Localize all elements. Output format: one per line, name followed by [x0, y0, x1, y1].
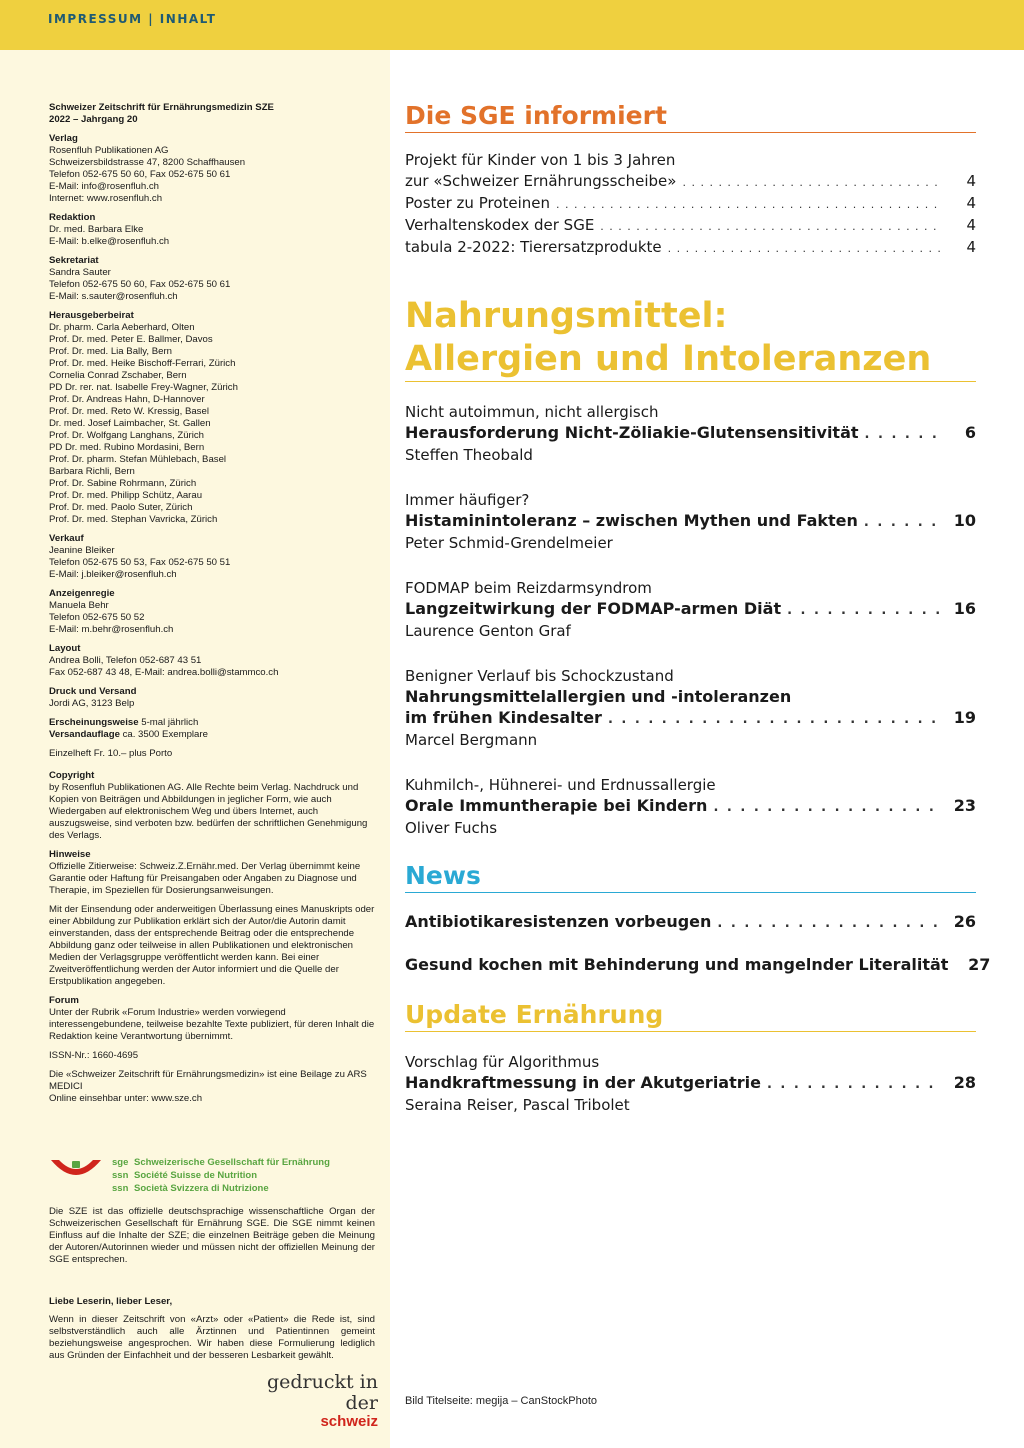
toc-entry-title: Verhaltenskodex der SGE	[405, 216, 595, 234]
leader-dots	[865, 424, 940, 445]
page-number: 23	[953, 796, 976, 815]
imprint-block	[49, 588, 375, 636]
reader-note	[49, 1296, 375, 1362]
main-section	[405, 295, 976, 838]
page-number: 6	[964, 423, 976, 442]
header-bar	[0, 0, 1024, 50]
leader-dots	[787, 600, 940, 621]
imprint-line: Jordi AG, 3123 Belp	[49, 698, 135, 709]
imprint-line: Telefon 052-675 50 52	[49, 612, 145, 623]
page-number: 27	[968, 955, 991, 974]
forum-heading: Forum	[49, 995, 79, 1006]
imprint-block	[49, 212, 375, 248]
article-author: Laurence Genton Graf	[405, 622, 571, 640]
section-title-update: Update Ernährung	[405, 999, 976, 1032]
page-number: 19	[953, 708, 976, 727]
printed-in-switzerland-logo	[230, 1372, 378, 1430]
article-title-row[interactable]	[405, 510, 976, 533]
sge-logo-name: Schweizerische Gesellschaft für Ernährung	[134, 1157, 330, 1168]
copyright-heading: Copyright	[49, 770, 95, 781]
forum-block	[49, 995, 375, 1043]
article-kicker: FODMAP beim Reizdarmsyndrom	[405, 579, 652, 597]
imprint-block-heading: Redaktion	[49, 212, 96, 223]
notice-text: Offizielle Zitierweise: Schweiz.Z.Ernähr.med. Der Verlag übernimmt keine Garantie oder Haftung für Preisangaben oder Angaben zu Diagnose und Therapie, im Speziellen für Dosierungsanweisungen.	[49, 861, 361, 896]
toc-article	[405, 911, 976, 934]
imprint-line: Prof. Dr. med. Peter E. Ballmer, Davos	[49, 334, 213, 345]
sge-logo-text	[112, 1156, 330, 1195]
leader-dots	[668, 238, 940, 259]
copyright-text: by Rosenfluh Publikationen AG. Alle Rechte beim Verlag. Nachdruck und Kopien von Beiträgen und Abbildungen in jeglicher Form, wie auch Wiedergaben auf elektronischem Weg und übers Internet, auch auszugsweise, sind verboten bzw. bedürfen der schriftlichen Genehmigung des Verlags.	[49, 782, 368, 841]
toc-article	[405, 490, 976, 553]
imprint-line: Jeanine Bleiker	[49, 545, 115, 556]
imprint-block	[49, 133, 375, 205]
toc-entry-title: Antibiotikaresistenzen vorbeugen	[405, 912, 712, 931]
circulation-label: Versandauflage	[49, 729, 120, 740]
journal-info	[49, 102, 375, 126]
imprint-line: Rosenfluh Publikationen AG	[49, 145, 169, 156]
imprint-block-heading: Herausgeberbeirat	[49, 310, 134, 321]
leader-dots	[767, 1074, 940, 1095]
imprint-line: PD Dr. rer. nat. Isabelle Frey-Wagner, Zürich	[49, 382, 238, 393]
update-articles	[405, 1052, 976, 1115]
sge-logo-abbr: sge	[112, 1157, 129, 1168]
article-title-row[interactable]	[405, 795, 976, 818]
article-kicker: Vorschlag für Algorithmus	[405, 1053, 600, 1071]
article-title-row[interactable]	[405, 1072, 976, 1095]
article-author: Marcel Bergmann	[405, 731, 538, 749]
printed-mark-line2: schweiz	[320, 1413, 378, 1430]
imprint-line: Dr. med. Barbara Elke	[49, 224, 144, 235]
sge-logo-mark-icon	[48, 1156, 104, 1186]
imprint-block	[49, 255, 375, 303]
toc-article	[405, 1052, 976, 1115]
forum-text: Unter der Rubrik «Forum Industrie» werden vorwiegend interessengebundene, teilweise bezahlte Texte publiziert, für deren Inhalt die Redaktion keine Verantwortung übernimmt.	[49, 1007, 375, 1042]
article-kicker: Nicht autoimmun, nicht allergisch	[405, 403, 659, 421]
leader-dots	[864, 512, 940, 533]
page-number: 10	[953, 511, 976, 530]
imprint-block	[49, 643, 375, 679]
imprint-block	[49, 533, 375, 581]
frequency-label: Erscheinungsweise	[49, 717, 139, 728]
toc-article	[405, 775, 976, 838]
toc-entry-title: Orale Immuntherapie bei Kindern	[405, 796, 708, 815]
page-number: 28	[953, 1073, 976, 1092]
submission-text: Mit der Einsendung oder anderweitigen Überlassung eines Manuskripts oder einer Abbildung zur Publikation erklärt sich der Autor/die Autorin damit einverstanden, dass der entsprechende Beitrag oder die entsprechende Abbildung ganz oder teilweise in allen Publikationen und elektronischen Medien der Verlagsgruppe veröffentlicht werden kann. Bei einer Zweitveröffentlichung werden der Autor informiert und die Quelle der Erstpublikation angegeben.	[49, 904, 375, 987]
imprint-line: Sandra Sauter	[49, 267, 111, 278]
article-author: Peter Schmid-Grendelmeier	[405, 534, 613, 552]
circulation-value: ca. 3500 Exemplare	[119, 729, 208, 740]
imprint-line: E-Mail: info@rosenfluh.ch	[49, 181, 159, 192]
toc-entry[interactable]	[405, 237, 976, 259]
imprint-line: Internet: www.rosenfluh.ch	[49, 193, 163, 204]
toc-entry-title: Poster zu Proteinen	[405, 194, 551, 212]
imprint-block-heading: Verkauf	[49, 533, 84, 544]
toc-article	[405, 578, 976, 641]
article-title-row[interactable]	[405, 422, 976, 445]
update-section	[405, 999, 976, 1115]
sge-logo-abbr: ssn	[112, 1170, 129, 1181]
article-title-row[interactable]	[405, 598, 976, 621]
imprint-line: Telefon 052-675 50 53, Fax 052-675 50 51	[49, 557, 231, 568]
toc-entry-title: Histaminintoleranz – zwischen Mythen und Fakten	[405, 511, 858, 530]
printed-mark-line1: gedruckt in der	[266, 1371, 378, 1414]
toc-article	[405, 402, 976, 465]
section-header-title: IMPRESSUM | INHALT	[48, 12, 217, 26]
sge-note: Die SZE ist das offizielle deutschsprachige wissenschaftliche Organ der Schweizerischen Gesellschaft für Ernährung SGE. Die SGE nimmt keinen Einfluss auf die Inhalte der SZE; die einzelnen Beiträge geben die Meinung der Autoren/Autorinnen wieder und müssen nicht der offiziellen Meinung der SGE entsprechen.	[49, 1206, 375, 1265]
toc-entry-title: Langzeitwirkung der FODMAP-armen Diät	[405, 599, 782, 618]
leader-dots	[608, 709, 940, 730]
imprint-line: Prof. Dr. Andreas Hahn, D-Hannover	[49, 394, 205, 405]
article-author: Steffen Theobald	[405, 446, 533, 464]
imprint-block	[49, 686, 375, 710]
page-number: 26	[953, 912, 976, 931]
leader-dots	[682, 172, 940, 193]
imprint-line: E-Mail: b.elke@rosenfluh.ch	[49, 236, 170, 247]
article-title-row[interactable]	[405, 707, 976, 730]
notice-heading: Hinweise	[49, 849, 91, 860]
toc-entry[interactable]	[405, 193, 976, 215]
toc-entry-title: Handkraftmessung in der Akutgeriatrie	[405, 1073, 761, 1092]
imprint-line: E-Mail: j.bleiker@rosenfluh.ch	[49, 569, 177, 580]
toc-entry-title: Gesund kochen mit Behinderung und mangelnder Literalität	[405, 955, 949, 974]
online-link[interactable]: Online einsehbar unter: www.sze.ch	[49, 1093, 203, 1104]
sge-logo-line	[112, 1182, 330, 1195]
sge-logo-abbr: ssn	[112, 1183, 129, 1194]
page-number: 4	[966, 172, 976, 190]
leader-dots	[717, 913, 940, 934]
imprint-line: E-Mail: m.behr@rosenfluh.ch	[49, 624, 174, 635]
section-title-news: News	[405, 860, 976, 893]
imprint-block-heading: Layout	[49, 643, 81, 654]
imprint-block	[49, 310, 375, 526]
sge-logo	[48, 1156, 368, 1200]
toc-entry-title: im frühen Kindesalter	[405, 708, 602, 727]
imprint-line: Fax 052-687 43 48, E-Mail: andrea.bolli@stammco.ch	[49, 667, 279, 678]
imprint-line: Prof. Dr. pharm. Stefan Mühlebach, Basel	[49, 454, 227, 465]
table-of-contents	[405, 100, 991, 1115]
toc-article	[405, 666, 976, 750]
toc-entry-title: tabula 2-2022: Tierersatzprodukte	[405, 238, 662, 256]
imprint-line: Dr. med. Josef Laimbacher, St. Gallen	[49, 418, 211, 429]
journal-volume: 2022 – Jahrgang 20	[49, 114, 138, 125]
section-title-main-line2: Allergien und Intoleranzen	[405, 339, 932, 379]
imprint-block-heading: Druck und Versand	[49, 686, 137, 697]
article-kicker: Benigner Verlauf bis Schockzustand	[405, 667, 674, 685]
sge-logo-line	[112, 1169, 330, 1182]
imprint-line: Andrea Bolli, Telefon 052-687 43 51	[49, 655, 202, 666]
imprint-line: Prof. Dr. Wolfgang Langhans, Zürich	[49, 430, 205, 441]
reader-note-heading: Liebe Leserin, lieber Leser,	[49, 1296, 173, 1307]
single-issue-price: Einzelheft Fr. 10.– plus Porto	[49, 748, 173, 759]
page-number: 16	[953, 599, 976, 618]
sge-logo-name: Società Svizzera di Nutrizione	[134, 1183, 269, 1194]
section-title-sge: Die SGE informiert	[405, 100, 976, 133]
imprint-blocks	[49, 133, 375, 710]
imprint-block-heading: Anzeigenregie	[49, 588, 115, 599]
imprint-line: Telefon 052-675 50 60, Fax 052-675 50 61	[49, 279, 231, 290]
news-articles	[405, 911, 991, 977]
sge-rows	[405, 171, 976, 259]
imprint-line: E-Mail: s.sauter@rosenfluh.ch	[49, 291, 178, 302]
submission-block	[49, 904, 375, 988]
imprint-column	[49, 102, 375, 1112]
toc-entry[interactable]	[405, 171, 976, 193]
page-number: 4	[966, 216, 976, 234]
imprint-line: PD Dr. med. Rubino Mordasini, Bern	[49, 442, 205, 453]
imprint-line: Prof. Dr. med. Heike Bischoff-Ferrari, Zürich	[49, 358, 236, 369]
leader-dots	[600, 216, 940, 237]
imprint-line: Cornelia Conrad Zschaber, Bern	[49, 370, 187, 381]
page-number: 4	[966, 194, 976, 212]
section-title-main-line1: Nahrungsmittel:	[405, 296, 728, 336]
section-title-main	[405, 295, 976, 382]
toc-entry-title: zur «Schweizer Ernährungsscheibe»	[405, 172, 677, 190]
sge-logo-line	[112, 1156, 330, 1169]
imprint-line: Prof. Dr. med. Stephan Vavricka, Zürich	[49, 514, 218, 525]
article-kicker: Kuhmilch-, Hühnerei- und Erdnussallergie	[405, 776, 716, 794]
issn: ISSN-Nr.: 1660-4695	[49, 1050, 139, 1061]
imprint-line: Prof. Dr. med. Lia Bally, Bern	[49, 346, 172, 357]
supplement-block	[49, 1069, 375, 1105]
sge-intro: Projekt für Kinder von 1 bis 3 Jahren	[405, 151, 676, 169]
imprint-block-heading: Sekretariat	[49, 255, 99, 266]
imprint-line: Prof. Dr. med. Paolo Suter, Zürich	[49, 502, 193, 513]
journal-name: Schweizer Zeitschrift für Ernährungsmedizin SZE	[49, 102, 274, 113]
imprint-line: Dr. pharm. Carla Aeberhard, Olten	[49, 322, 195, 333]
imprint-block-heading: Verlag	[49, 133, 78, 144]
article-title-row[interactable]	[405, 954, 991, 977]
imprint-line: Barbara Richli, Bern	[49, 466, 135, 477]
leader-dots	[556, 194, 940, 215]
copyright-block	[49, 770, 375, 842]
article-author: Seraina Reiser, Pascal Tribolet	[405, 1096, 630, 1114]
frequency-value: 5-mal jährlich	[138, 717, 199, 728]
cover-image-credit: Bild Titelseite: megija – CanStockPhoto	[405, 1395, 597, 1407]
notice-block	[49, 849, 375, 897]
page-number: 4	[966, 238, 976, 256]
article-kicker: Immer häufiger?	[405, 491, 530, 509]
toc-entry-title: Herausforderung Nicht-Zöliakie-Glutensensitivität	[405, 423, 859, 442]
imprint-line: Telefon 052-675 50 60, Fax 052-675 50 61	[49, 169, 231, 180]
supplement-text: Die «Schweizer Zeitschrift für Ernährungsmedizin» ist eine Beilage zu ARS MEDICI	[49, 1069, 367, 1092]
toc-entry[interactable]	[405, 215, 976, 237]
sge-logo-name: Société Suisse de Nutrition	[134, 1170, 257, 1181]
article-title-row[interactable]	[405, 911, 976, 934]
toc-article	[405, 954, 991, 977]
imprint-line: Schweizersbildstrasse 47, 8200 Schaffhausen	[49, 157, 246, 168]
reader-note-text: Wenn in dieser Zeitschrift von «Arzt» oder «Patient» die Rede ist, sind selbstverständlich auch alle Ärztinnen und Patientinnen gemeint beziehungsweise angesprochen. Wir haben diese Formulierung lediglich aus Gründen der Einfachheit und der besseren Lesbarkeit gewählt.	[49, 1314, 375, 1361]
news-section	[405, 860, 991, 977]
imprint-line: Prof. Dr. Sabine Rohrmann, Zürich	[49, 478, 197, 489]
main-articles	[405, 402, 976, 838]
imprint-line: Prof. Dr. med. Philipp Schütz, Aarau	[49, 490, 203, 501]
article-author: Oliver Fuchs	[405, 819, 498, 837]
leader-dots	[713, 797, 940, 818]
frequency-info	[49, 717, 375, 741]
imprint-line: Manuela Behr	[49, 600, 109, 611]
imprint-line: Prof. Dr. med. Reto W. Kressig, Basel	[49, 406, 209, 417]
article-title-line: Nahrungsmittelallergien und -intoleranzen	[405, 687, 792, 706]
sge-section	[405, 100, 976, 259]
